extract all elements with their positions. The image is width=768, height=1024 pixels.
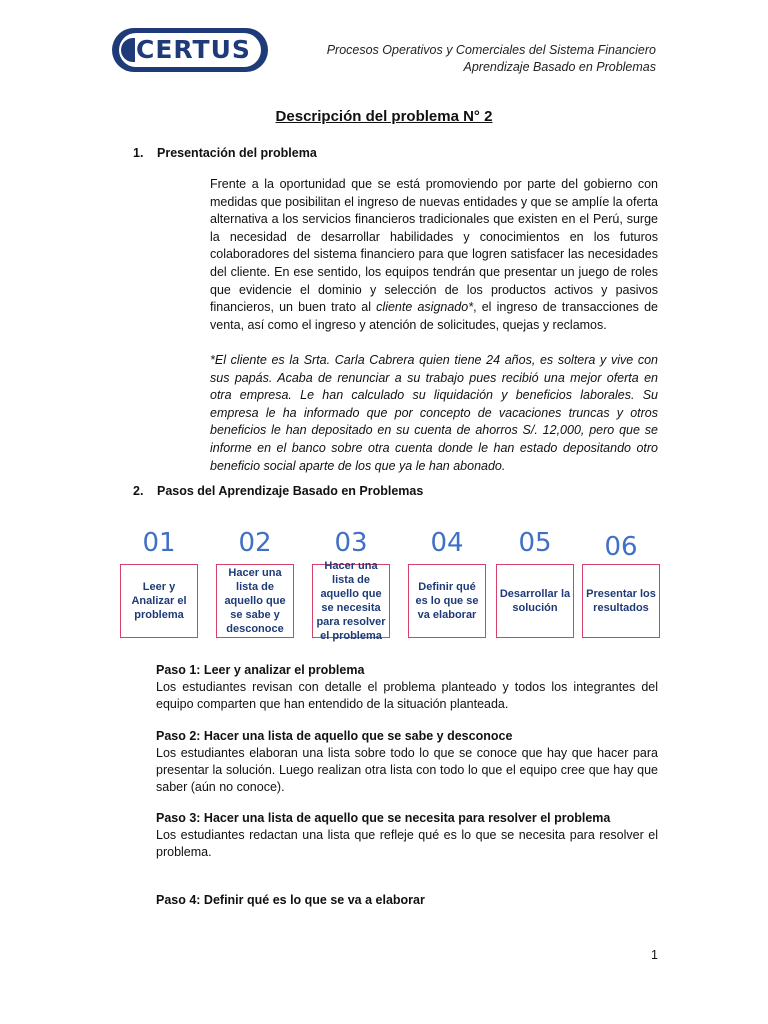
header-line-2: Aprendizaje Basado en Problemas	[463, 60, 656, 74]
step-5	[496, 528, 574, 640]
problem-text-before: Frente a la oportunidad que se está promoviendo por parte del gobierno con medidas que posibilitan el ingreso de nuevas entidades y que se amplíe la oferta alternativa a los servicios financieros tradicionales que existen en el Perú, surge la necesidad de desarrollar habilidades y conocimientos en los futuros colaboradores del sistema financiero para que logren satisfacer las necesidades del cliente. En ese sentido, los equipos tendrán que presentar un juego de roles que evidencie el dominio y selección de los productos activos y pasivos financieros, un buen trato al	[210, 177, 658, 315]
section-1-number: 1.	[133, 146, 144, 160]
paso-3-body: Los estudiantes redactan una lista que refleje qué es lo que se necesita para resolver el problema.	[156, 828, 658, 859]
step-1-label: Leer y Analizar el problema	[120, 564, 198, 638]
section-2-number: 2.	[133, 484, 144, 498]
logo-text: CERTUS	[136, 35, 251, 64]
step-4-label: Definir qué es lo que se va elaborar	[408, 564, 486, 638]
step-2	[216, 528, 294, 640]
document-title: Descripción del problema N° 2	[275, 108, 493, 125]
step-2-number: 02	[238, 528, 272, 558]
step-6-label: Presentar los resultados	[582, 564, 660, 638]
step-6	[582, 528, 660, 640]
step-2-label: Hacer una lista de aquello que se sabe y desconoce	[216, 564, 294, 638]
problem-text-italic: cliente asignado*	[376, 300, 474, 315]
step-1	[120, 528, 198, 640]
paso-1-body: Los estudiantes revisan con detalle el problema planteado y todos los integrantes del equipo comparten que han entendido de la situación planteada.	[156, 680, 658, 711]
client-note: *El cliente es la Srta. Carla Cabrera quien tiene 24 años, es soltera y vive con sus papás. Acaba de renunciar a su trabajo pues recibió una mejor oferta en otra empresa. Le han calculado su liquidación y beneficios laborales. Su empresa le ha informado que por concepto de vacaciones truncas y otros beneficios le han depositado en su cuenta de ahorros S/. 12,000, pero que se informe en el banco sobre otra cuenta donde le han estado depositando otro beneficio social aparte de los que ya le han abonado.	[210, 353, 658, 473]
step-4	[408, 528, 486, 640]
step-5-number: 05	[518, 528, 552, 558]
paso-1	[156, 662, 658, 713]
paso-1-title: Paso 1: Leer y analizar el problema	[156, 663, 365, 677]
step-3-number: 03	[334, 528, 368, 558]
paso-2-body: Los estudiantes elaboran una lista sobre todo lo que se conoce que hay que hacer para presentar la solución. Luego realizan otra lista con todo lo que el equipo cree que hay que saber (aún no conoce).	[156, 746, 658, 794]
section-2-heading-text: Pasos del Aprendizaje Basado en Problemas	[157, 484, 424, 498]
section-1-heading-text: Presentación del problema	[157, 146, 317, 160]
problem-paragraph	[210, 176, 658, 334]
section-2-heading	[133, 484, 423, 498]
certus-logo	[112, 28, 268, 72]
step-6-number: 06	[604, 532, 638, 562]
header-info	[327, 42, 656, 76]
paso-3-title: Paso 3: Hacer una lista de aquello que se necesita para resolver el problema	[156, 811, 611, 825]
page-number: 1	[651, 948, 658, 962]
paso-4	[156, 892, 658, 909]
step-5-label: Desarrollar la solución	[496, 564, 574, 638]
step-1-number: 01	[142, 528, 176, 558]
step-4-number: 04	[430, 528, 464, 558]
step-3-label: Hacer una lista de aquello que se necesita para resolver el problema	[312, 564, 390, 638]
header-line-1: Procesos Operativos y Comerciales del Sistema Financiero	[326, 43, 656, 57]
steps-diagram	[120, 528, 660, 642]
section-1-heading	[133, 146, 317, 160]
paso-4-title: Paso 4: Definir qué es lo que se va a elaborar	[156, 893, 425, 907]
paso-3	[156, 810, 658, 861]
paso-2	[156, 728, 658, 796]
step-3	[312, 528, 390, 640]
paso-2-title: Paso 2: Hacer una lista de aquello que se sabe y desconoce	[156, 729, 513, 743]
problem-text-after: , el ingreso de transacciones de venta, así como el ingreso y atención de solicitudes, quejas y reclamos.	[210, 300, 658, 332]
